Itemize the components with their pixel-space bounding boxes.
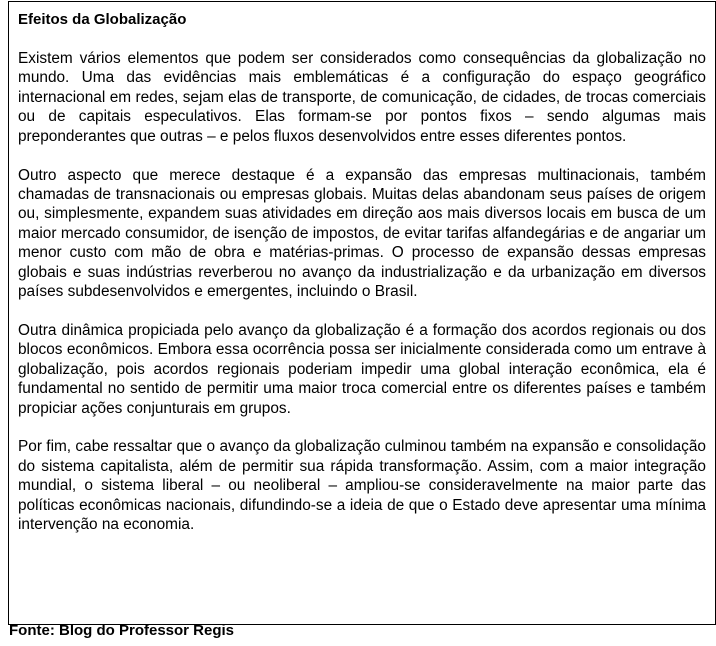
spacer <box>18 301 706 321</box>
paragraph-1: Existem vários elementos que podem ser considerados como consequências da globalização no mundo. Uma das evidências mais emblemáticas é a configuração do espaço geográfico internacional em redes, sejam elas de transporte, de comunicação, de cidades, de trocas comerciais ou de capitais especulativos. Elas formam-se por pontos fixos – sendo algumas mais preponderantes que outras – e pelos fluxos desenvolvidos entre esses diferentes pontos. <box>18 50 706 145</box>
article-box <box>8 1 716 625</box>
paragraph-3: Outra dinâmica propiciada pelo avanço da globalização é a formação dos acordos regionais ou dos blocos econômicos. Embora essa ocorrência possa ser inicialmente considerada como um entrave à globalização, pois acordos regionais poderiam impedir uma global interação econômica, ela é fundamental no sentido de permitir uma maior troca comercial entre os diferentes países e também propiciar ações conjunturais em grupos. <box>18 321 706 417</box>
spacer <box>18 146 706 166</box>
source-citation: Fonte: Blog do Professor Regis <box>9 622 235 639</box>
paragraph-4: Por fim, cabe ressaltar que o avanço da globalização culminou também na expansão e consolidação do sistema capitalista, além de permitir sua rápida transformação. Assim, com a maior integração mundial, o sistema liberal – ou neoliberal – ampliou-se consideravelmente na maior parte das políticas econômicas nacionais, difundindo-se a ideia de que o Estado deve apresentar uma mínima intervenção na economia. <box>18 438 706 534</box>
spacer <box>18 418 706 438</box>
spacer <box>18 30 706 50</box>
paragraph-2: Outro aspecto que merece destaque é a expansão das empresas multinacionais, também chamadas de transnacionais ou empresas globais. Muitas delas abandonam seus países de origem ou, simplesmente, expandem suas atividades em direção aos mais diversos locais em busca de um maior mercado consumidor, de isenção de impostos, de evitar tarifas alfandegárias e de angariar um menor custo com mão de obra e matérias-primas. O processo de expansão dessas empresas globais e suas indústrias reverberou no avanço da industrialização e da urbanização em diversos países subdesenvolvidos e emergentes, incluindo o Brasil. <box>18 166 706 300</box>
article-title: Efeitos da Globalização <box>18 11 187 28</box>
